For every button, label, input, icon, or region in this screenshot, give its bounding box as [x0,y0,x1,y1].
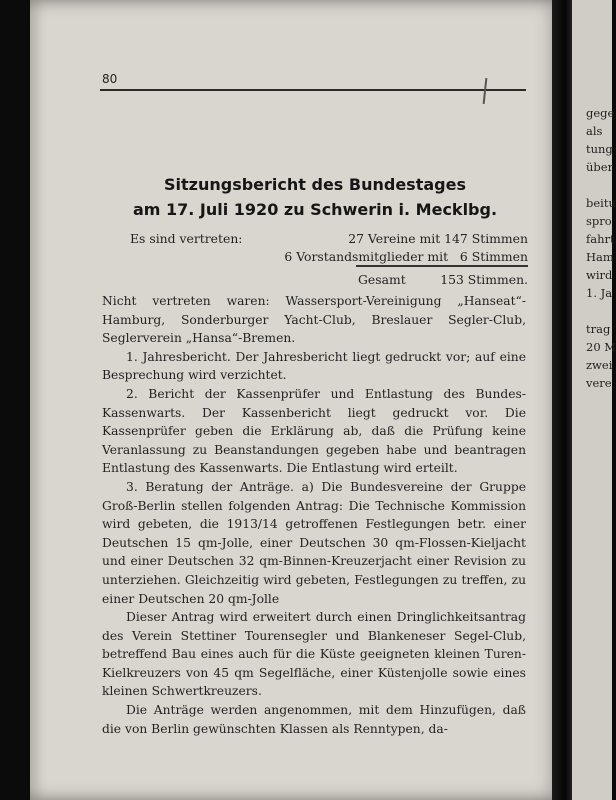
paragraph-annual-report: 1. Jahresbericht. Der Jahresbericht liegt gedruckt vor; auf eine Besprechung wird verzichtet. [102,349,526,383]
title-line-2: am 17. Juli 1920 zu Schwerin i. Mecklbg. [132,200,498,219]
right-page-fragment: beitu [586,196,616,210]
right-page-fragment: vere [586,376,612,390]
gesamt-value: 153 Stimmen. [440,272,528,287]
paragraph-accepted: Die Anträge werden angenommen, mit dem Hinzufügen, daß die von Berlin gewünschten Klassen als Renntypen, da- [102,703,526,736]
sum-rule [356,265,528,267]
right-page-fragment: 1. Ja [586,286,613,300]
right-page-fragment: spro [586,214,612,228]
right-page-fragment: zwei [586,358,613,372]
right-page-fragment: fahrt [586,232,615,246]
right-page-fragment: wird [586,268,613,282]
paragraph-not-represented: Nicht vertreten waren: Wassersport-Vereinigung „Hanseat“-Hamburg, Sonderburger Yacht-Club, Breslauer Segler-Club, Seglerverein „Hansa“-Bremen. [102,294,526,346]
vorstand-count: 6 Vorstandsmitglieder mit 6 Stimmen [284,249,528,264]
gesamt-label: Gesamt [358,272,406,287]
right-page-fragment: 20 M [586,340,616,354]
page-title [100,172,530,222]
header-rule [100,89,526,91]
book-gutter [552,0,574,800]
right-page-fragment: Ham [586,250,614,264]
vertreten-label: Es sind vertreten: [130,231,243,246]
body-text [102,292,526,738]
paragraph-auditors: 2. Bericht der Kassenprüfer und Entlastung des Bundes-Kassenwarts. Der Kassenbericht liegt gedruckt vor. Die Kassenprüfer geben die Erklärung ab, daß die Prüfung keine Veranlassung zu Beanstandungen gegeben habe und beantragen Entlastung des Kassenwarts. Die Entlastung wird erteilt. [102,386,526,476]
title-line-1: Sitzungsbericht des Bundestages [164,175,466,194]
right-page-fragment: über [586,160,614,174]
right-page-fragment: tung [586,142,613,156]
vereine-count: 27 Vereine mit 147 Stimmen [348,231,528,246]
right-page-fragment: als [586,124,603,138]
paragraph-motions: 3. Beratung der Anträge. a) Die Bundesvereine der Gruppe Groß-Berlin stellen folgenden Antrag: Die Technische Kommission wird gebeten, die 1913/14 getroffenen Festlegungen betr. einer Deutschen 15 qm-Jolle, einer Deutschen 30 qm-Flossen-Kieljacht und einer Deutschen 32 qm-Binnen-Kreuzerjacht einer Revision zu unterziehen. Gleichzeitig wird gebeten, Festlegungen zu treffen, zu einer Deutschen 20 qm-Jolle [102,479,526,606]
page-number: 80 [102,72,118,86]
paragraph-urgent-motion: Dieser Antrag wird erweitert durch einen Dringlichkeitsantrag des Verein Stettiner Tourensegler und Blankeneser Segel-Club, betreffend Bau eines auch für die Küste geeigneten kleinen Turen-Kielkreuzers von 45 qm Segelfläche, einer Küstenjolle sowie eines kleinen Schwertkreuzers. [102,610,526,699]
right-page [572,0,616,800]
right-page-fragment: trag [586,322,611,336]
right-page-fragment: gege [586,106,615,120]
